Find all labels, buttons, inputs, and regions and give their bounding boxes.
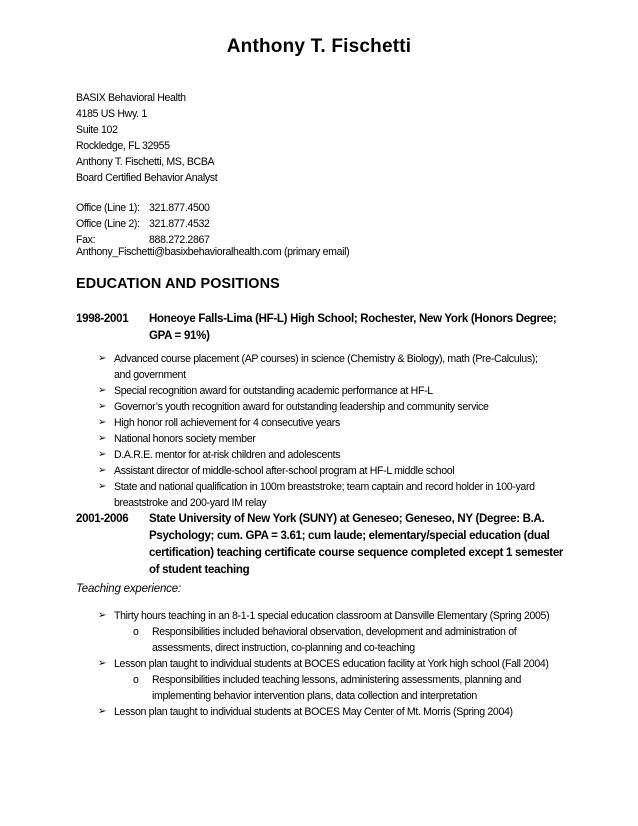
phone-number: 321.877.4532 [149, 218, 210, 230]
arrow-bullet-icon: ➢ [98, 449, 107, 460]
phone-number: 321.877.4500 [149, 202, 210, 214]
list-item: ➢ Advanced course placement (AP courses) in science (Chemistry & Biology), math (Pre-Calculus); and government [98, 353, 538, 381]
entry-years: 1998-2001 [76, 313, 129, 325]
list-item: ➢ Thirty hours teaching in an 8-1-1 special education classroom at Dansville Elementary (Spring 2005) o Responsibilities included behavioral observation, development and administration of assessments, direct instruction, co-planning and co-teaching [114, 608, 554, 656]
list-item: ➢ High honor roll achievement for 4 consecutive years [98, 417, 340, 429]
arrow-bullet-icon: ➢ [98, 433, 107, 444]
fax-number: 888.272.2867 [149, 234, 210, 246]
street-address: 4185 US Hwy. 1 [76, 108, 147, 120]
arrow-bullet-icon: ➢ [98, 353, 107, 364]
list-item: ➢ Governor’s youth recognition award for outstanding leadership and community service [98, 401, 489, 413]
arrow-bullet-icon: ➢ [98, 481, 107, 492]
organization-name: BASIX Behavioral Health [76, 92, 186, 104]
list-item: ➢ Special recognition award for outstanding academic performance at HF-L [98, 385, 433, 397]
entry-header [76, 511, 576, 579]
list-item: ➢ Lesson plan taught to individual students at BOCES May Center of Mt. Morris (Spring 2004) [98, 706, 513, 718]
contact-title: Board Certified Behavior Analyst [76, 172, 218, 184]
email-address[interactable]: Anthony_Fischetti@basixbehavioralhealth.com (primary email) [76, 246, 350, 258]
sub-list-item: o Responsibilities included teaching lessons, administering assessments, planning and implementing behavior intervention plans, data collection and interpretation [133, 674, 522, 702]
entry-title: State University of New York (SUNY) at Geneseo; Geneseo, NY (Degree: B.A. Psychology; cum. GPA = 3.61; cum laude; elementary/special education (dual certification) teaching certificate course sequence completed except 1 semester of student teaching [149, 513, 564, 576]
arrow-bullet-icon: ➢ [98, 385, 107, 396]
circle-bullet-icon: o [133, 674, 139, 686]
arrow-bullet-icon: ➢ [98, 610, 107, 621]
arrow-bullet-icon: ➢ [98, 706, 107, 717]
sub-list-item: o Responsibilities included behavioral observation, development and administration of assessments, direct instruction, co-planning and co-teaching [133, 626, 517, 654]
contact-name: Anthony T. Fischetti, MS, BCBA [76, 156, 215, 168]
teaching-bullet-list [98, 608, 554, 720]
phone-label: Fax: [76, 234, 96, 246]
contact-block [76, 90, 596, 248]
city-state-zip: Rockledge, FL 32955 [76, 140, 170, 152]
entry-title: Honeoye Falls-Lima (HF-L) High School; Rochester, New York (Honors Degree; GPA = 91%) [149, 313, 557, 342]
education-entry-highschool [76, 311, 576, 345]
arrow-bullet-icon: ➢ [98, 465, 107, 476]
spacer [76, 186, 596, 200]
section-heading: EDUCATION AND POSITIONS [76, 276, 280, 292]
list-item: ➢ D.A.R.E. mentor for at-risk children and adolescents [98, 449, 341, 461]
teaching-experience-label: Teaching experience: [76, 583, 181, 595]
phone-label: Office (Line 1): [76, 202, 140, 214]
arrow-bullet-icon: ➢ [98, 417, 107, 428]
list-item: ➢ State and national qualification in 100m breaststroke; team captain and record holder in 100-yard breaststroke and 200-yard IM relay [98, 481, 535, 509]
entry-years: 2001-2006 [76, 513, 129, 525]
list-item: ➢ National honors society member [98, 433, 256, 445]
list-item: ➢ Assistant director of middle-school after-school program at HF-L middle school [98, 465, 455, 477]
page-title: Anthony T. Fischetti [226, 36, 412, 57]
education-entry-suny-geneseo [76, 511, 576, 579]
list-item: ➢ Lesson plan taught to individual students at BOCES education facility at York high school (Fall 2004) o Responsibilities included teaching lessons, administering assessments, planning and implementing behavior intervention plans, data collection and interpretation [114, 656, 554, 704]
arrow-bullet-icon: ➢ [98, 658, 107, 669]
suite: Suite 102 [76, 124, 118, 136]
phone-label: Office (Line 2): [76, 218, 140, 230]
phone-row-office-2 [76, 216, 596, 232]
highschool-bullet-list [98, 351, 554, 511]
arrow-bullet-icon: ➢ [98, 401, 107, 412]
circle-bullet-icon: o [133, 626, 139, 638]
phone-row-office-1 [76, 200, 596, 216]
entry-header [76, 311, 576, 345]
